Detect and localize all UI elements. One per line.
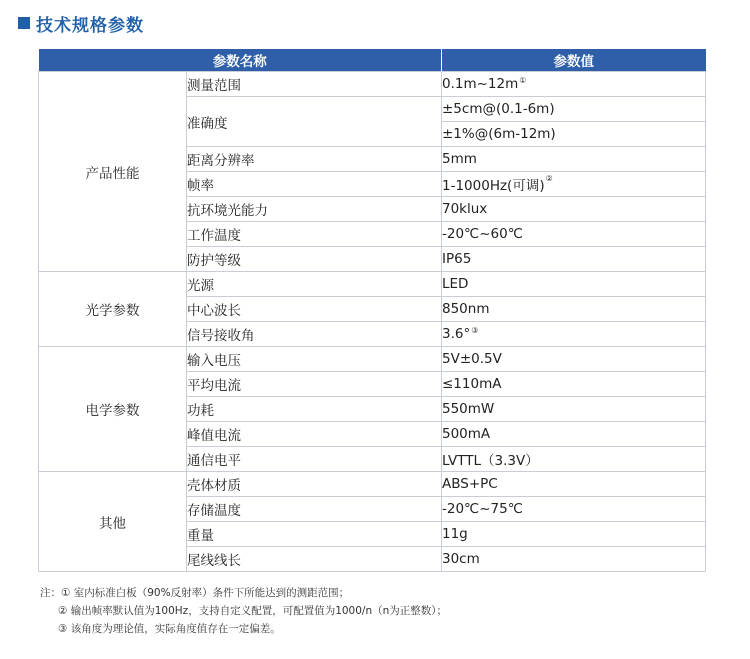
param-name-cell: 测量范围 <box>187 72 442 97</box>
param-value-text: ±5cm@(0.1-6m) <box>442 101 555 117</box>
category-cell: 其他 <box>39 472 187 572</box>
param-value-text: ABS+PC <box>442 476 498 492</box>
param-value-cell <box>442 297 706 322</box>
spec-table-body <box>39 72 706 572</box>
param-value-cell <box>442 472 706 497</box>
param-value-text: 500mA <box>442 426 491 442</box>
header-param-name: 参数名称 <box>39 49 442 72</box>
param-value-cell <box>442 247 706 272</box>
param-value-cell <box>442 72 706 97</box>
param-name-cell: 距离分辨率 <box>187 147 442 172</box>
footnote-3: ③ 该角度为理论值，实际角度值存在一定偏差。 <box>58 623 281 635</box>
footnote-marker: ② <box>545 174 553 183</box>
param-name-cell: 信号接收角 <box>187 322 442 347</box>
param-value-cell <box>442 397 706 422</box>
param-name-cell: 准确度 <box>187 97 442 147</box>
param-value-cell <box>442 547 706 572</box>
param-value-cell <box>442 497 706 522</box>
footnote-2: ② 输出帧率默认值为100Hz，支持自定义配置，可配置值为1000/n（n为正整数）； <box>58 605 448 617</box>
param-value-cell <box>442 322 706 347</box>
param-name-cell: 防护等级 <box>187 247 442 272</box>
footnote-prefix: 注： <box>40 587 61 599</box>
param-value-text: 5V±0.5V <box>442 351 502 367</box>
param-value-cell <box>442 347 706 372</box>
param-value-text: -20℃~75℃ <box>442 501 523 517</box>
param-name-cell: 峰值电流 <box>187 422 442 447</box>
param-name-cell: 光源 <box>187 272 442 297</box>
param-name-cell: 平均电流 <box>187 372 442 397</box>
param-value-text: LED <box>442 276 469 292</box>
table-row <box>39 472 706 497</box>
section-title: 技术规格参数 <box>36 15 144 36</box>
param-value-text: 30cm <box>442 551 480 567</box>
param-value-text: 70klux <box>442 201 488 217</box>
table-header-row <box>39 49 706 72</box>
param-value-text: ≤110mA <box>442 376 502 392</box>
param-value-text: ±1%@(6m-12m) <box>442 126 556 142</box>
footnotes <box>40 584 447 638</box>
param-value-cell <box>442 422 706 447</box>
header-param-value: 参数值 <box>442 49 706 72</box>
param-value-cell <box>442 222 706 247</box>
param-name-cell: 通信电平 <box>187 447 442 472</box>
section-heading <box>18 12 144 34</box>
category-cell: 产品性能 <box>39 72 187 272</box>
param-value-text: -20℃~60℃ <box>442 226 523 242</box>
footnote-1: 注：① 室内标准白板（90%反射率）条件下所能达到的测距范围； <box>40 587 350 599</box>
param-value-text: IP65 <box>442 251 472 267</box>
param-value-cell <box>442 447 706 472</box>
param-value-text: LVTTL（3.3V） <box>442 453 539 469</box>
param-name-cell: 壳体材质 <box>187 472 442 497</box>
table-row <box>39 347 706 372</box>
footnote-marker: ③ <box>471 326 479 335</box>
param-name-cell: 重量 <box>187 522 442 547</box>
param-value-text: 0.1m~12m <box>442 76 519 92</box>
param-value-text: 1-1000Hz(可调) <box>442 178 545 194</box>
param-value-text: 3.6° <box>442 326 471 342</box>
spec-table <box>38 49 706 572</box>
param-value-cell <box>442 172 706 197</box>
heading-square-icon <box>18 17 30 29</box>
param-value-cell <box>442 122 706 147</box>
param-name-cell: 功耗 <box>187 397 442 422</box>
param-value-text: 550mW <box>442 401 495 417</box>
param-value-cell <box>442 522 706 547</box>
footnote-marker: ① <box>519 76 527 85</box>
param-name-cell: 存储温度 <box>187 497 442 522</box>
category-cell: 电学参数 <box>39 347 187 472</box>
param-value-cell <box>442 372 706 397</box>
param-value-cell <box>442 197 706 222</box>
param-name-cell: 抗环境光能力 <box>187 197 442 222</box>
param-name-cell: 帧率 <box>187 172 442 197</box>
category-cell: 光学参数 <box>39 272 187 347</box>
param-name-cell: 工作温度 <box>187 222 442 247</box>
param-name-cell: 输入电压 <box>187 347 442 372</box>
param-value-cell <box>442 147 706 172</box>
param-name-cell: 尾线线长 <box>187 547 442 572</box>
param-name-cell: 中心波长 <box>187 297 442 322</box>
param-value-text: 11g <box>442 526 468 542</box>
param-value-text: 5mm <box>442 151 477 167</box>
param-value-cell <box>442 272 706 297</box>
table-row <box>39 272 706 297</box>
table-row <box>39 72 706 97</box>
param-value-cell <box>442 97 706 122</box>
param-value-text: 850nm <box>442 301 490 317</box>
